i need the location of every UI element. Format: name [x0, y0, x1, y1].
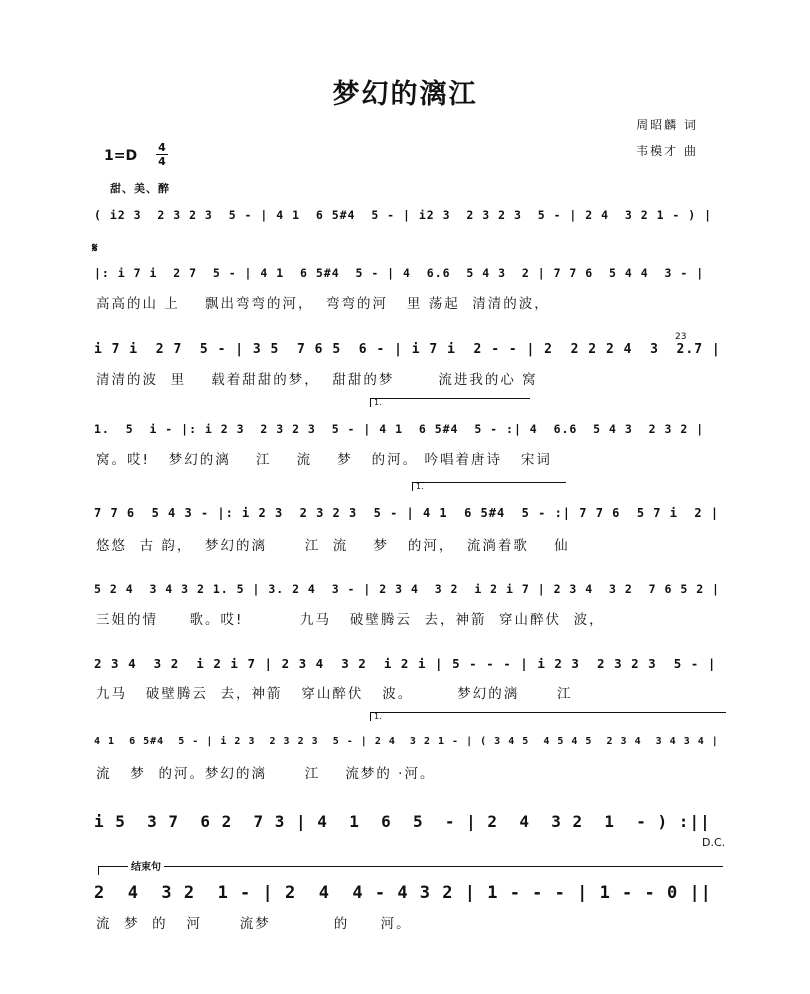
tempo-mood-marking: 甜、美、醉	[110, 182, 170, 195]
grace-note-mark: 23	[675, 332, 687, 342]
notes-line-8: 4 1 6 5#4 5 - | i 2 3 2 3 2 3 5 - | 2 4 3 2 1 - | ( 3 4 5 4 5 4 5 2 3 4 3 4 3 4 |	[94, 735, 719, 747]
first-ending-bracket-2: 1.	[412, 482, 566, 491]
lyricist-credit: 周昭麟 词	[636, 118, 698, 132]
ending-bracket	[98, 866, 723, 875]
segno-icon: 𝄋	[92, 241, 98, 256]
lyrics-line-8: 流 梦 的河。梦幻的漓 江 流梦的 ·河。	[96, 766, 436, 782]
notes-line-6: 5 2 4 3 4 3 2 1. 5 | 3. 2 4 3 - | 2 3 4 3 2 i 2 i 7 | 2 3 4 3 2 7 6 5 2 |	[94, 582, 720, 596]
lyrics-line-4: 窝。哎! 梦幻的漓 江 流 梦 的河。 吟唱着唐诗 宋词	[96, 452, 552, 468]
lyrics-line-5: 悠悠 古 韵， 梦幻的漓 江 流 梦 的河， 流淌着歌 仙	[96, 538, 570, 554]
key-signature: 1=D	[104, 148, 138, 164]
notes-line-2: |: i 7 i 2 7 5 - | 4 1 6 5#4 5 - | 4 6.6 5 4 3 2 | 7 7 6 5 4 4 3 - |	[94, 266, 705, 280]
notes-line-1: ( i2 3 2 3 2 3 5 - | 4 1 6 5#4 5 - | i2 3 2 3 2 3 5 - | 2 4 3 2 1 - ) |	[94, 208, 713, 222]
lyrics-line-7: 九马 破壁腾云 去，神箭 穿山醉伏 波。 梦幻的漓 江	[96, 686, 573, 702]
first-ending-bracket-3: 1.	[370, 712, 726, 721]
notes-line-7: 2 3 4 3 2 i 2 i 7 | 2 3 4 3 2 i 2 i | 5 - - - | i 2 3 2 3 2 3 5 - |	[94, 655, 717, 671]
ending-label: 结束句	[128, 858, 164, 873]
lyrics-line-6: 三姐的情 歌。哎! 九马 破壁腾云 去，神箭 穿山醉伏 波，	[96, 612, 605, 628]
da-capo-marking: D.C.	[702, 836, 726, 849]
notes-line-9: i 5 3 7 6 2 7 3 | 4 1 6 5 - | 2 4 3 2 1 - ) :||	[94, 811, 711, 831]
notes-line-10: 2 4 3 2 1 - | 2 4 4 - 4 3 2 | 1 - - - | 1 - - 0 ||	[94, 883, 712, 903]
lyrics-line-10: 流 梦 的 河 流梦 的 河。	[96, 916, 412, 932]
lyrics-line-2: 高高的山 上 飘出弯弯的河， 弯弯的河 里 荡起 清清的波，	[96, 296, 550, 312]
composer-credit: 韦模才 曲	[636, 144, 698, 158]
song-title: 梦幻的漓江	[332, 79, 478, 110]
time-signature-top: 4	[158, 141, 166, 154]
notes-line-4: 1. 5 i - |: i 2 3 2 3 2 3 5 - | 4 1 6 5#4 5 - :| 4 6.6 5 4 3 2 3 2 |	[94, 422, 705, 436]
time-signature-bottom: 4	[158, 155, 166, 168]
time-signature	[156, 142, 168, 167]
lyrics-line-3: 清清的波 里 载着甜甜的梦， 甜甜的梦 流进我的心 窝	[96, 372, 538, 388]
notes-line-3: i 7 i 2 7 5 - | 3 5 7 6 5 6 - | i 7 i 2 - - | 2 2 2 2 4 3 2.7 |	[94, 341, 721, 357]
notes-line-5: 7 7 6 5 4 3 - |: i 2 3 2 3 2 3 5 - | 4 1 6 5#4 5 - :| 7 7 6 5 7 i 2 |	[94, 506, 720, 520]
first-ending-bracket: 1.	[370, 398, 530, 407]
